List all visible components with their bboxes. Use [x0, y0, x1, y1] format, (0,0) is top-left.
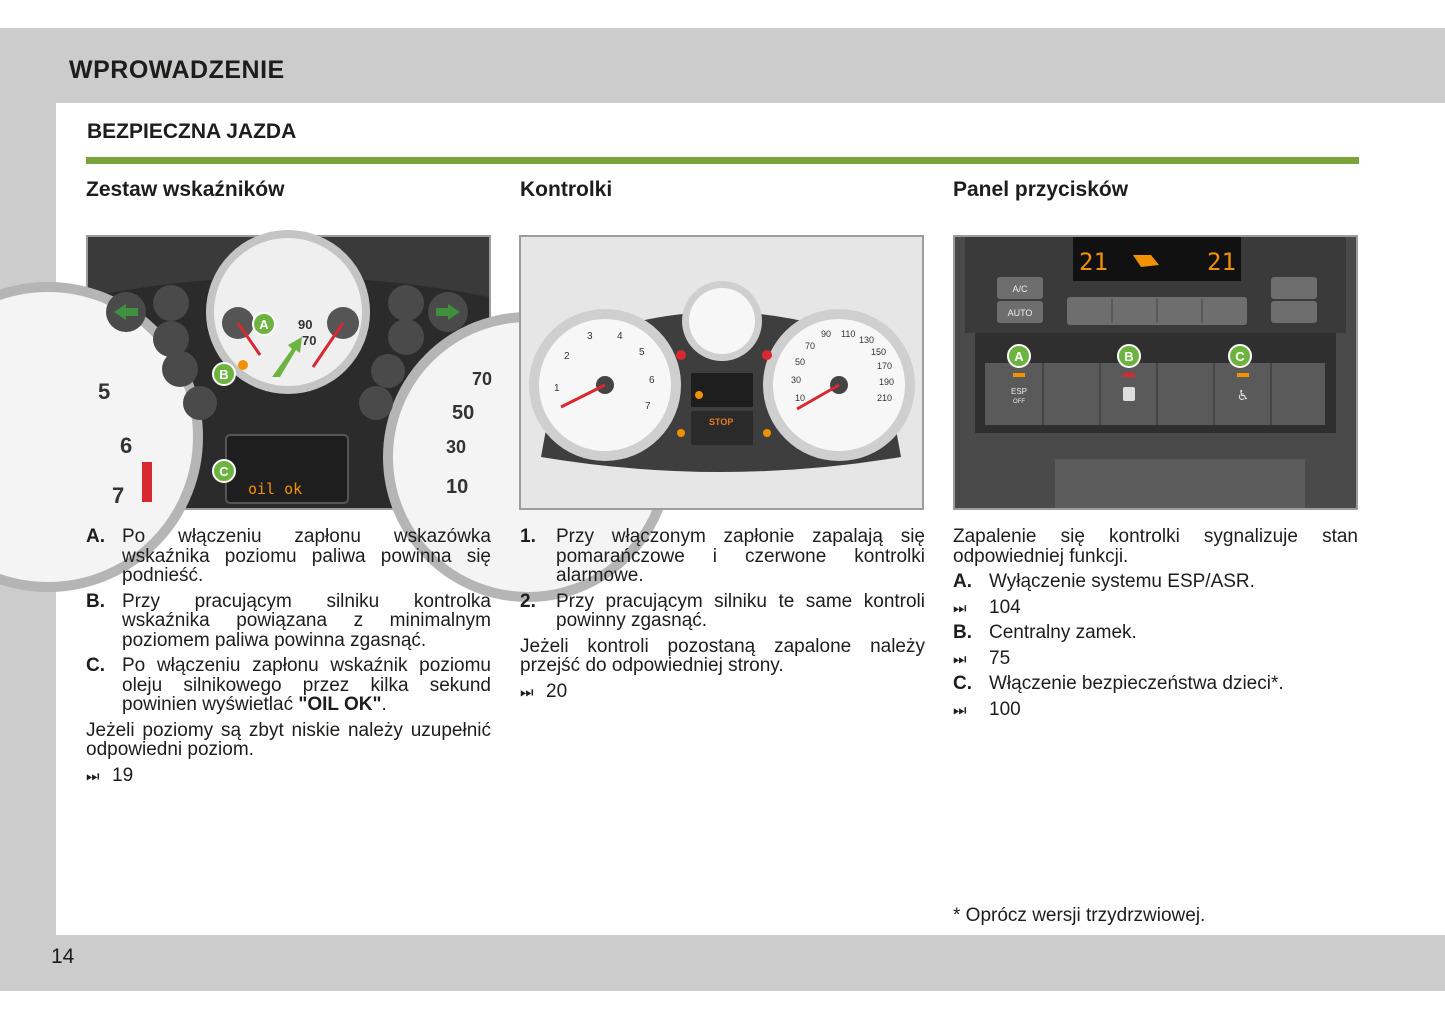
auto-button-label: AUTO	[1007, 308, 1033, 318]
speedo-mark: 110	[841, 329, 856, 339]
section-divider	[86, 157, 1359, 164]
page-reference[interactable]: ⏭ 104	[953, 596, 1021, 618]
child-lock-icon: ♿	[1236, 388, 1250, 404]
gauge-value: 7	[112, 483, 125, 508]
lock-icon	[1123, 387, 1135, 401]
note: Jeżeli poziomy są zbyt niskie należy uzupełnić odpowiedni poziom.	[86, 719, 491, 760]
gauge-value: 70	[302, 333, 317, 348]
warning-lights-text	[520, 527, 925, 708]
instruments-text	[86, 527, 491, 792]
speedo-mark: 130	[859, 335, 875, 345]
callout-c: C	[219, 464, 229, 479]
esp-button-sublabel: OFF	[1013, 399, 1025, 405]
list-item: B. Przy pracującym silniku kontrolka wskaźnika powiązana z minimalnym poziomem paliwa powinna zgasnąć.	[86, 590, 491, 651]
fast-forward-icon: ⏭	[953, 701, 967, 719]
gauge-value: 30	[446, 437, 467, 457]
list-item: C. Włączenie bezpieczeństwa dzieci*.	[953, 673, 1284, 694]
speedo-mark: 150	[871, 347, 887, 357]
stop-lamp-text: STOP	[709, 417, 734, 427]
callout-c: C	[1235, 349, 1245, 364]
fast-forward-icon: ⏭	[953, 650, 967, 668]
page-reference[interactable]: ⏭ 20	[520, 680, 568, 702]
tacho-mark: 5	[639, 347, 645, 358]
speedo-mark: 30	[791, 375, 802, 385]
column-title-button-panel: Panel przycisków	[953, 178, 1129, 201]
speedo-mark: 90	[821, 329, 832, 339]
speedo-mark: 210	[877, 393, 893, 403]
ac-button-label: A/C	[1012, 284, 1028, 294]
fast-forward-icon: ⏭	[953, 599, 967, 617]
esp-button-label: ESP	[1010, 387, 1028, 396]
gauge-value: 10	[446, 476, 469, 498]
page-reference[interactable]: ⏭ 75	[953, 647, 1011, 669]
callout-a: A	[1014, 349, 1024, 364]
warning-lights-figure	[519, 235, 924, 510]
list-item: 2. Przy pracującym silniku te same kontroli powinny zgasnąć.	[520, 590, 925, 631]
column-title-warning-lights: Kontrolki	[520, 178, 613, 201]
list-item: A. Po włączeniu zapłonu wskazówka wskaźnika poziomu paliwa powinna się podnieść.	[86, 526, 491, 586]
intro: Zapalenie się kontrolki sygnalizuje stan odpowiedniej funkcji.	[953, 526, 1358, 567]
speedo-mark: 10	[795, 393, 806, 403]
speedo-mark: 170	[877, 361, 893, 371]
tacho-mark: 2	[564, 351, 570, 362]
speedo-mark: 190	[879, 377, 895, 387]
page-reference[interactable]: ⏭ 100	[953, 698, 1021, 720]
list-item: 1. Przy włączonym zapłonie zapalają się pomarańczowe i czerwone kontrolki alarmowe.	[520, 526, 925, 586]
list-item: C. Po włączeniu zapłonu wskaźnik poziomu oleju silnikowego przez kilka sekund powinien wyświetlać "OIL OK".	[86, 655, 491, 715]
callout-b: B	[1124, 349, 1134, 364]
instrument-cluster-illustration	[88, 237, 493, 508]
warning-lights-illustration	[521, 237, 922, 508]
instrument-cluster-figure	[86, 235, 491, 510]
gauge-value: 70	[472, 369, 493, 389]
column-title-instruments: Zestaw wskaźników	[86, 178, 285, 201]
gauge-value: 50	[452, 402, 475, 424]
fast-forward-icon: ⏭	[86, 767, 100, 785]
speedo-mark: 70	[805, 341, 816, 351]
chapter-title: WPROWADZENIE	[69, 56, 285, 84]
button-panel-text	[953, 527, 1358, 725]
button-panel-illustration	[955, 237, 1356, 508]
note: Jeżeli kontroli pozostaną zapalone należy przejść do odpowiedniej strony.	[520, 635, 925, 676]
gauge-value: 90	[298, 317, 313, 332]
oil-display-text: oil ok	[248, 480, 303, 498]
callout-a: A	[259, 317, 269, 332]
page-reference[interactable]: ⏭ 19	[86, 764, 134, 786]
gauge-value: 5	[98, 379, 111, 404]
gauge-value: 6	[120, 433, 133, 458]
tacho-mark: 1	[554, 383, 560, 394]
footnote: * Oprócz wersji trzydrzwiowej.	[953, 905, 1206, 926]
list-item: B. Centralny zamek.	[953, 622, 1137, 643]
tacho-mark: 7	[645, 401, 651, 412]
temp-left-display: 21	[1079, 248, 1108, 276]
tacho-mark: 4	[617, 331, 623, 342]
section-title: BEZPIECZNA JAZDA	[87, 120, 297, 143]
fast-forward-icon: ⏭	[520, 683, 534, 701]
content-panel	[56, 103, 1445, 935]
tacho-mark: 6	[649, 375, 655, 386]
speedo-mark: 50	[795, 357, 806, 367]
button-panel-figure	[953, 235, 1358, 510]
list-item: A. Wyłączenie systemu ESP/ASR.	[953, 571, 1255, 592]
temp-right-display: 21	[1207, 248, 1236, 276]
tacho-mark: 3	[587, 331, 593, 342]
page-number: 14	[51, 945, 75, 968]
callout-b: B	[219, 367, 229, 382]
